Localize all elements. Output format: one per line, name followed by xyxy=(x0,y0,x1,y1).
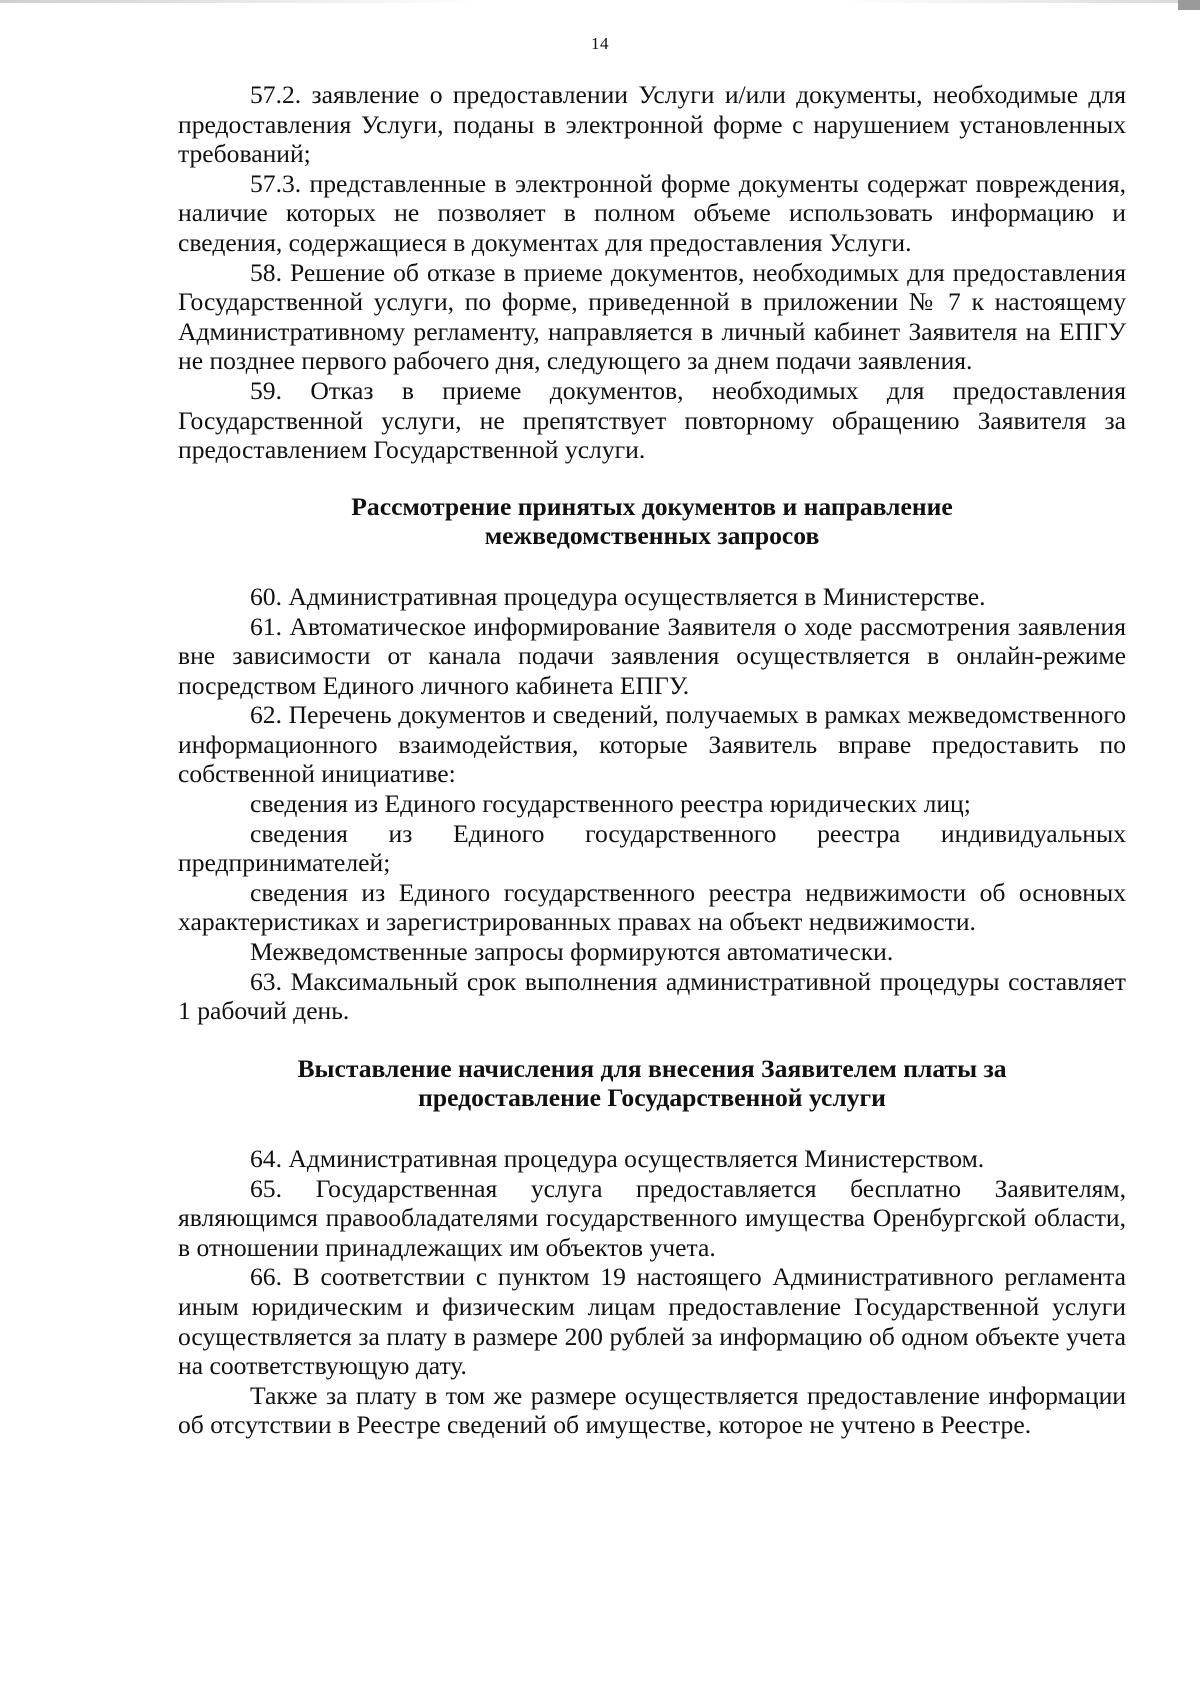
list-item-egrip: сведения из Единого государственного реестра индивидуальных предпринимателей; xyxy=(178,818,1126,878)
section-heading-payment xyxy=(178,1054,1126,1113)
paragraph-fee-absence: Также за плату в том же размере осуществляется предоставление информации об отсутствии в Реестре сведений об имуществе, которое не учтено в Реестре. xyxy=(178,1380,1126,1440)
paragraph-57-3: 57.3. представленные в электронной форме документы содержат повреждения, наличие которых не позволяет в полном объеме использовать информацию и сведения, содержащиеся в документах для предоставления Услуги. xyxy=(178,168,1126,257)
paragraph-59: 59. Отказ в приеме документов, необходимых для предоставления Государственной услуги, не препятствует повторному обращению Заявителя за предоставлением Государственной услуги. xyxy=(178,375,1126,465)
section-heading-review-line-2: межведомственных запросов xyxy=(484,521,820,551)
page-number: 14 xyxy=(591,34,609,53)
document-body xyxy=(178,80,1126,1440)
list-item-egrn: сведения из Единого государственного реестра недвижимости об основных характеристиках и зарегистрированных правах на объект недвижимости. xyxy=(178,877,1126,937)
section-heading-payment-line-1: Выставление начисления для внесения Заявителем платы за xyxy=(297,1053,1007,1083)
paragraph-57-2: 57.2. заявление о предоставлении Услуги и/или документы, необходимые для предоставления Услуги, поданы в электронной форме с нарушением установленных требований; xyxy=(178,80,1126,169)
section-heading-payment-line-2: предоставление Государственной услуги xyxy=(418,1083,886,1113)
scan-corner-mark xyxy=(1178,0,1200,10)
paragraph-66: 66. В соответствии с пунктом 19 настоящего Административного регламента иным юридическим и физическим лицам предоставление Государственной услуги осуществляется за плату в размере 200 рублей за информацию об одном объекте учета на соответствующую дату. xyxy=(178,1262,1126,1381)
paragraph-63: 63. Максимальный срок выполнения административной процедуры составляет 1 рабочий день. xyxy=(178,966,1126,1026)
paragraph-64: 64. Административная процедура осуществляется Министерством. xyxy=(250,1144,985,1173)
paragraph-61: 61. Автоматическое информирование Заявителя о ходе рассмотрения заявления вне зависимости от канала подачи заявления осуществляется в онлайн-режиме посредством Единого личного кабинета ЕПГУ. xyxy=(178,611,1126,700)
paragraph-interagency-requests: Межведомственные запросы формируются автоматически. xyxy=(250,937,894,967)
paragraph-62: 62. Перечень документов и сведений, получаемых в рамках межведомственного информационного взаимодействия, которые Заявитель вправе предоставить по собственной инициативе: xyxy=(178,700,1126,789)
list-item-egrul: сведения из Единого государственного реестра юридических лиц; xyxy=(250,789,971,819)
scan-edge xyxy=(0,0,1200,3)
paragraph-60: 60. Административная процедура осуществляется в Министерстве. xyxy=(250,581,986,611)
section-heading-review xyxy=(178,492,1126,551)
paragraph-65: 65. Государственная услуга предоставляется бесплатно Заявителям, являющимся правообладателями государственного имущества Оренбургской области, в отношении принадлежащих им объектов учета. xyxy=(178,1173,1126,1262)
section-heading-review-line-1: Рассмотрение принятых документов и направление xyxy=(351,491,953,521)
paragraph-58: 58. Решение об отказе в приеме документов, необходимых для предоставления Государственной услуги, по форме, приведенной в приложении № 7 к настоящему Административному регламенту, направляется в личный кабинет Заявителя на ЕПГУ не позднее первого рабочего дня, следующего за днем подачи заявления. xyxy=(178,257,1126,376)
